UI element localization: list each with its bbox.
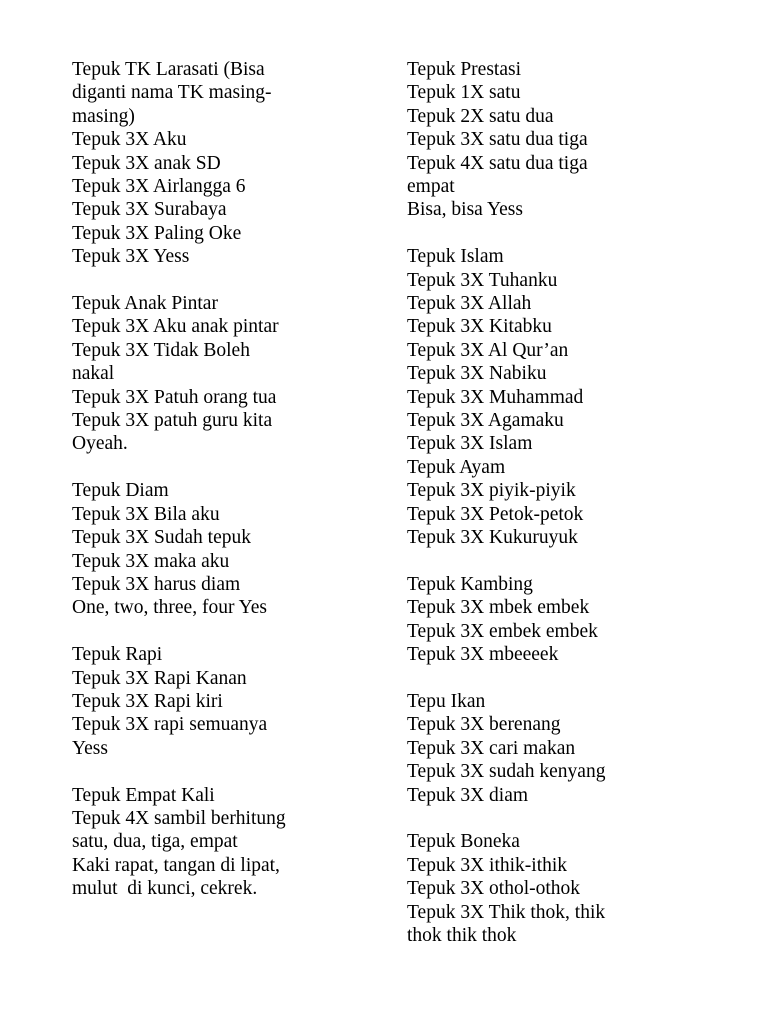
text-line: thok thik thok — [407, 924, 517, 946]
text-line: Tepuk 3X Kukuruyuk — [407, 527, 578, 549]
text-line: Tepuk Boneka — [407, 831, 520, 853]
text-line: Tepuk 3X Petok-petok — [407, 503, 584, 525]
text-line: Tepuk 3X berenang — [407, 714, 561, 736]
text-line: One, two, three, four Yes — [72, 597, 267, 619]
text-line: Bisa, bisa Yess — [407, 199, 523, 221]
text-line: Tepuk 3X Agamaku — [407, 410, 564, 432]
left-text-column — [72, 58, 372, 901]
blank-line — [407, 550, 707, 573]
text-line: mulut di kunci, cekrek. — [72, 878, 258, 900]
text-line: Tepuk 3X Allah — [407, 293, 532, 315]
text-line: Tepuk 3X Aku — [72, 129, 187, 151]
text-line: Tepuk 3X mbek embek — [407, 597, 590, 619]
text-line: Tepuk Ayam — [407, 456, 506, 478]
text-line: Yess — [72, 737, 108, 759]
text-line: Tepuk Rapi — [72, 644, 163, 666]
text-line: Tepuk 3X maka aku — [72, 550, 230, 572]
text-line: diganti nama TK masing- — [72, 82, 272, 104]
text-line: Kaki rapat, tangan di lipat, — [72, 854, 280, 876]
text-line: Tepuk 3X piyik-piyik — [407, 480, 576, 502]
text-line: Tepuk Islam — [407, 246, 504, 268]
text-line: Tepuk 3X Bila aku — [72, 503, 220, 525]
text-line: Tepuk 3X Kitabku — [407, 316, 552, 338]
text-line: Tepuk 3X sudah kenyang — [407, 761, 606, 783]
blank-line — [407, 667, 707, 690]
text-line: Tepuk 3X Airlangga 6 — [72, 176, 246, 198]
text-line: Tepuk Prestasi — [407, 59, 521, 80]
text-line: Tepuk 3X Tidak Boleh — [72, 339, 250, 361]
text-line: Tepuk 3X Patuh orang tua — [72, 386, 277, 408]
blank-line — [72, 456, 372, 479]
text-line: Tepuk 3X Al Qur’an — [407, 339, 569, 361]
text-line: Tepuk 3X harus diam — [72, 573, 241, 595]
text-line: Tepuk Anak Pintar — [72, 293, 218, 315]
blank-line — [407, 222, 707, 245]
text-line: Tepuk 3X Rapi Kanan — [72, 667, 247, 689]
text-line: Oyeah. — [72, 433, 128, 455]
text-line: Tepuk 3X Muhammad — [407, 386, 584, 408]
text-line: Tepuk Kambing — [407, 573, 533, 595]
text-line: Tepuk 3X diam — [407, 784, 529, 806]
text-line: Tepuk TK Larasati (Bisa — [72, 59, 265, 80]
text-line: Tepuk 3X Islam — [407, 433, 533, 455]
text-line: Tepuk 3X Surabaya — [72, 199, 227, 221]
text-line: Tepuk 3X Tuhanku — [407, 269, 558, 291]
text-line: Tepuk 3X embek embek — [407, 620, 598, 642]
text-line: Tepuk 3X Rapi kiri — [72, 690, 223, 712]
text-line: Tepuk 3X Thik thok, thik — [407, 901, 606, 923]
blank-line — [72, 760, 372, 783]
text-line: Tepuk 3X mbeeeek — [407, 644, 559, 666]
blank-line — [407, 807, 707, 830]
text-line: Tepuk 3X cari makan — [407, 737, 576, 759]
text-line: Tepuk 3X anak SD — [72, 152, 221, 174]
text-line: Tepuk 3X ithik-ithik — [407, 854, 568, 876]
text-line: Tepuk 3X patuh guru kita — [72, 410, 273, 432]
text-line: empat — [407, 176, 455, 198]
text-line: nakal — [72, 363, 115, 385]
text-line: Tepuk Empat Kali — [72, 784, 215, 806]
text-line: satu, dua, tiga, empat — [72, 831, 238, 853]
text-line: Tepuk 1X satu — [407, 82, 521, 104]
text-line: Tepuk 4X sambil berhitung — [72, 807, 286, 829]
text-line: Tepuk 2X satu dua — [407, 105, 554, 127]
text-line: Tepuk Diam — [72, 480, 169, 502]
text-line: Tepuk 3X Aku anak pintar — [72, 316, 279, 338]
text-line: Tepuk 3X Sudah tepuk — [72, 527, 251, 549]
text-line: masing) — [72, 105, 135, 127]
text-line: Tepuk 3X rapi semuanya — [72, 714, 268, 736]
text-line: Tepuk 4X satu dua tiga — [407, 152, 588, 174]
text-line: Tepuk 3X Yess — [72, 246, 190, 268]
blank-line — [72, 620, 372, 643]
text-line: Tepu Ikan — [407, 690, 486, 712]
text-line: Tepuk 3X othol-othok — [407, 878, 581, 900]
text-line: Tepuk 3X Nabiku — [407, 363, 547, 385]
text-line: Tepuk 3X satu dua tiga — [407, 129, 588, 151]
right-text-column — [407, 58, 707, 947]
text-line: Tepuk 3X Paling Oke — [72, 222, 242, 244]
blank-line — [72, 269, 372, 292]
